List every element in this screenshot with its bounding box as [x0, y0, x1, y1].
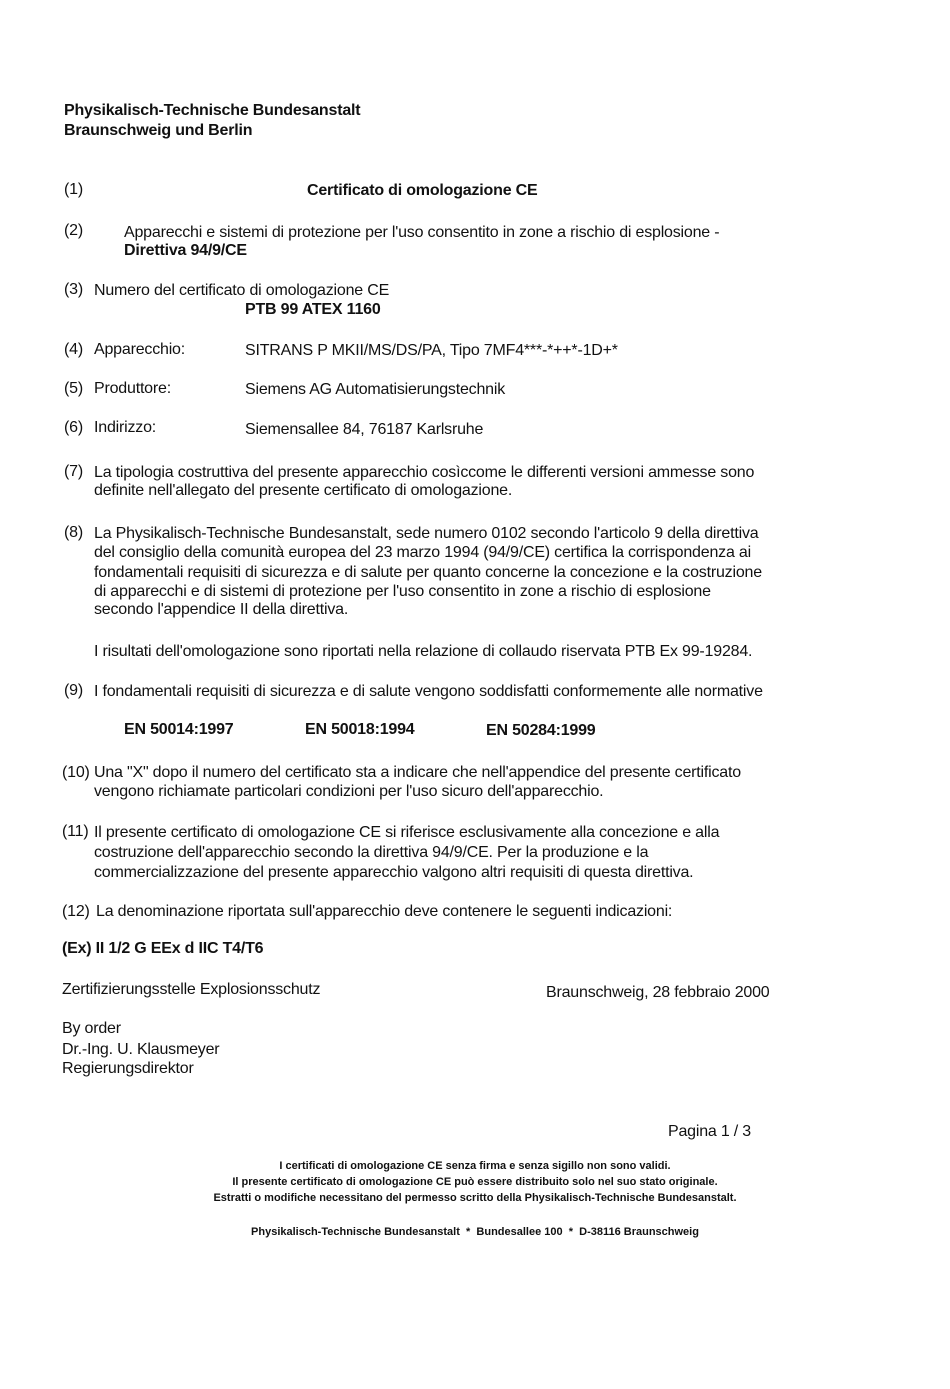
- item9-text: I fondamentali requisiti di sicurezza e di salute vengono soddisfatti conformemente alle normative: [94, 683, 763, 700]
- item3-label: Numero del certificato di omologazione CE: [94, 282, 390, 299]
- item6-label: Indirizzo:: [94, 419, 157, 436]
- item2-text: Apparecchi e sistemi di protezione per l'uso consentito in zone a rischio di esplosione -: [124, 224, 720, 241]
- manufacturer-value: Siemens AG Automatisierungstechnik: [245, 381, 506, 398]
- item7-line: definite nell'allegato del presente certificato di omologazione.: [94, 482, 513, 499]
- item8-line: La Physikalisch-Technische Bundesanstalt, sede numero 0102 secondo l'articolo 9 della direttiva: [94, 525, 759, 542]
- item-number-7: (7): [64, 463, 83, 480]
- issuer-location: Braunschweig und Berlin: [64, 122, 253, 139]
- item-number-1: (1): [64, 181, 83, 198]
- footer-note-1: I certificati di omologazione CE senza firma e senza sigillo non sono validi.: [279, 1160, 671, 1172]
- signatory-name: Dr.-Ing. U. Klausmeyer: [62, 1041, 220, 1058]
- footer-note-3: Estratti o modifiche necessitano del permesso scritto della Physikalisch-Technische Bundesanstalt.: [213, 1192, 737, 1204]
- page-number: Pagina 1 / 3: [668, 1123, 751, 1140]
- ex-marking: (Ex) II 1/2 G EEx d IIC T4/T6: [62, 940, 264, 957]
- item12-text: La denominazione riportata sull'apparecchio deve contenere le seguenti indicazioni:: [96, 903, 673, 920]
- item5-label: Produttore:: [94, 380, 171, 397]
- item10-line: vengono richiamate particolari condizioni per l'uso sicuro dell'apparecchio.: [94, 783, 604, 800]
- item-number-2: (2): [64, 222, 83, 239]
- item-number-10: (10): [62, 764, 90, 781]
- item-number-11: (11): [62, 823, 89, 840]
- item7-line: La tipologia costruttiva del presente apparecchio cosìccome le differenti versioni ammesse sono: [94, 464, 755, 481]
- item8-line: secondo l'appendice II della direttiva.: [94, 601, 349, 618]
- document-title: Certificato di omologazione CE: [307, 182, 538, 199]
- item8-line: di apparecchi e di sistemi di protezione per l'uso consentito in zone a rischio di esplosione: [94, 583, 711, 600]
- by-order: By order: [62, 1020, 121, 1037]
- address-value: Siemensallee 84, 76187 Karlsruhe: [245, 421, 484, 438]
- signatory-role: Regierungsdirektor: [62, 1060, 194, 1077]
- item-number-4: (4): [64, 341, 83, 358]
- item11-line: Il presente certificato di omologazione CE si riferisce esclusivamente alla concezione e alla: [94, 824, 720, 841]
- item8-line: fondamentali requisiti di sicurezza e di salute per quanto concerne la concezione e la costruzione: [94, 564, 762, 581]
- item-number-3: (3): [64, 281, 83, 298]
- item-number-8: (8): [64, 524, 83, 541]
- test-report-reference: I risultati dell'omologazione sono riportati nella relazione di collaudo riservata PTB Ex 99-19284.: [94, 643, 753, 660]
- certification-body: Zertifizierungsstelle Explosionsschutz: [62, 981, 321, 998]
- standard-3: EN 50284:1999: [486, 722, 596, 739]
- item-number-5: (5): [64, 380, 83, 397]
- item11-line: costruzione dell'apparecchio secondo la direttiva 94/9/CE. Per la produzione e la: [94, 844, 649, 861]
- item10-line: Una "X" dopo il numero del certificato sta a indicare che nell'appendice del presente certificato: [94, 764, 741, 781]
- certificate-number: PTB 99 ATEX 1160: [245, 301, 381, 318]
- item11-line: commercializzazione del presente apparecchio valgono altri requisiti di questa direttiva.: [94, 864, 694, 881]
- equipment-value: SITRANS P MKII/MS/DS/PA, Tipo 7MF4***-*++*-1D+*: [245, 342, 618, 359]
- standard-2: EN 50018:1994: [305, 721, 415, 738]
- issuer-name: Physikalisch-Technische Bundesanstalt: [64, 102, 361, 119]
- item-number-6: (6): [64, 419, 83, 436]
- item2-directive: Direttiva 94/9/CE: [124, 242, 247, 259]
- footer-address: Physikalisch-Technische Bundesanstalt * Bundesallee 100 * D-38116 Braunschweig: [251, 1226, 699, 1238]
- standard-1: EN 50014:1997: [124, 721, 234, 738]
- item-number-9: (9): [64, 682, 83, 699]
- item8-line: del consiglio della comunità europea del 23 marzo 1994 (94/9/CE) certifica la corrispondenza ai: [94, 544, 751, 561]
- item4-label: Apparecchio:: [94, 341, 185, 358]
- place-date: Braunschweig, 28 febbraio 2000: [546, 984, 770, 1001]
- item-number-12: (12): [62, 903, 90, 920]
- footer-note-2: Il presente certificato di omologazione CE può essere distribuito solo nel suo stato originale.: [232, 1176, 718, 1188]
